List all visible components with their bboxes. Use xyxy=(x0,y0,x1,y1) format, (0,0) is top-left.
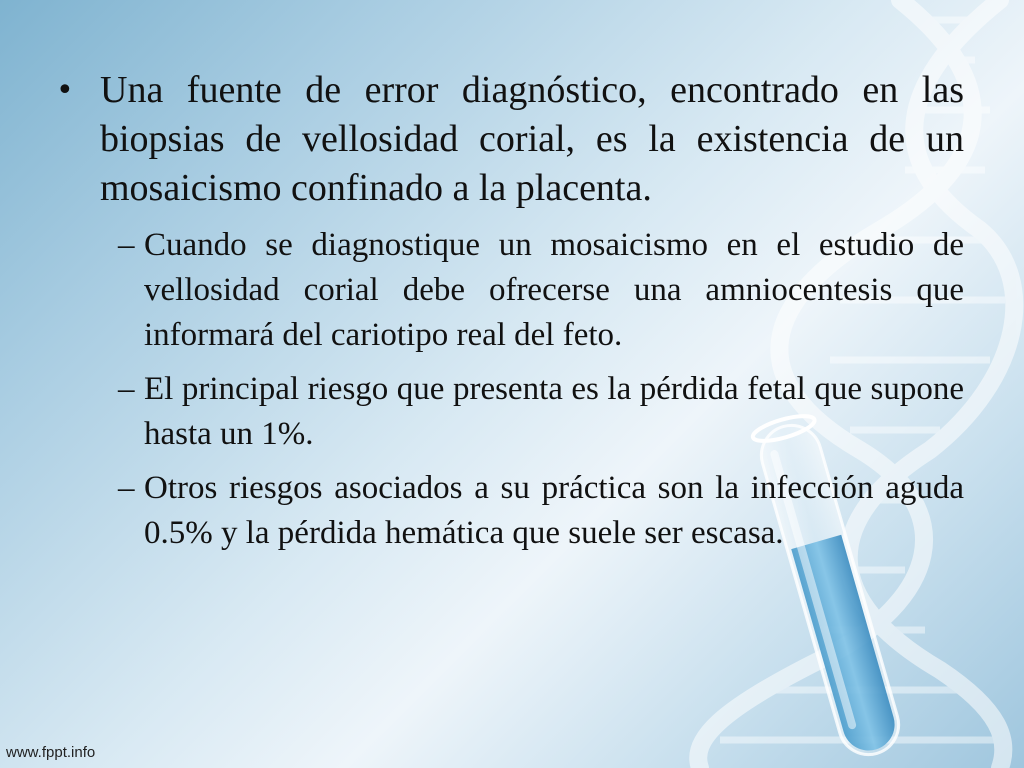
sub-bullet-text: Cuando se diagnostique un mosaicismo en el estudio de vellosidad corial debe ofrecerse una amniocentesis que informará del cariotipo real del feto. xyxy=(144,227,964,353)
sub-bullet-text: Otros riesgos asociados a su práctica son la infección aguda 0.5% y la pérdida hemática que suele ser escasa. xyxy=(144,470,964,551)
dash-icon: – xyxy=(118,371,135,407)
sub-bullet xyxy=(118,466,964,556)
sub-bullet-text: El principal riesgo que presenta es la pérdida fetal que supone hasta un 1%. xyxy=(144,371,964,452)
main-bullet-text: Una fuente de error diagnóstico, encontrado en las biopsias de vellosidad corial, es la existencia de un mosaicismo confinado a la placenta. xyxy=(100,69,964,209)
dash-icon: – xyxy=(118,227,135,263)
sub-bullet xyxy=(118,367,964,457)
bullet-icon: • xyxy=(56,73,74,108)
slide-content xyxy=(56,66,964,556)
dash-icon: – xyxy=(118,470,135,506)
footer-url: www.fppt.info xyxy=(6,744,96,761)
sub-bullet xyxy=(118,223,964,358)
main-bullet xyxy=(56,66,964,213)
